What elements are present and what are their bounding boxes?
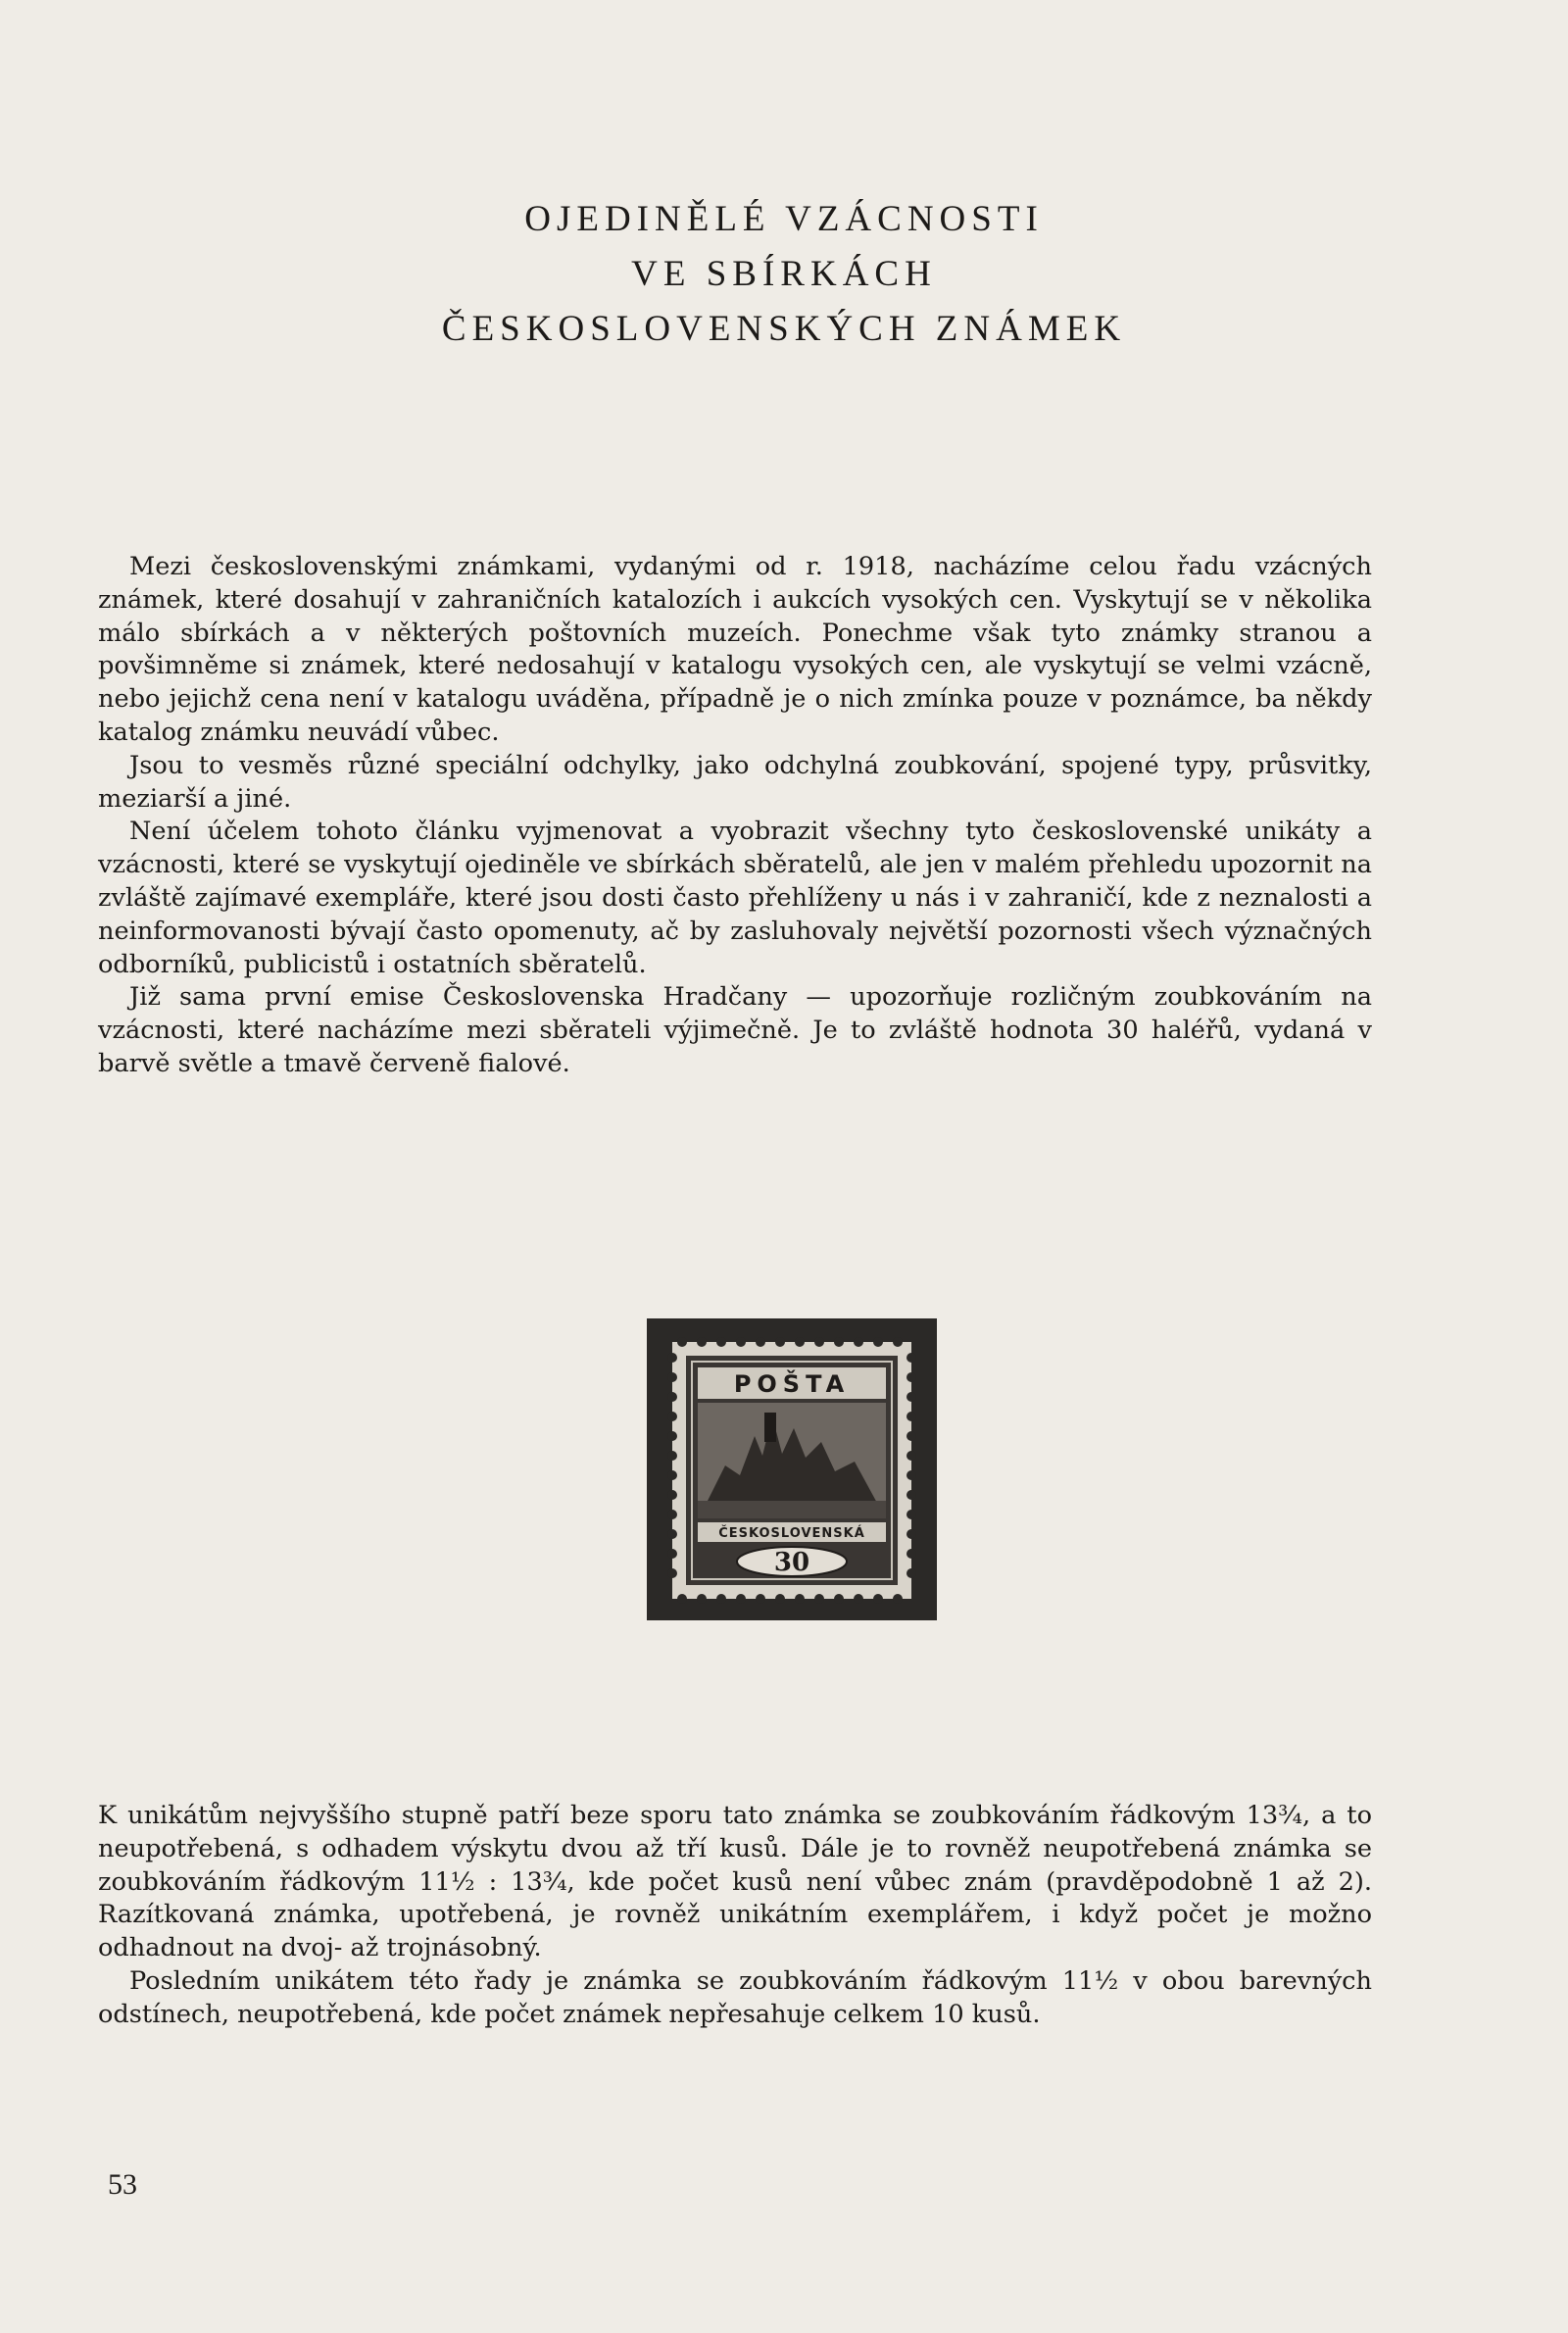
page-number: 53 [108,2168,137,2201]
paragraph: Mezi československými známkami, vydanými od r. 1918, nacházíme celou řadu vzácných známek, které dosahují v zahraničních katalozích i aukcích vysokých cen. Vyskytují se v několika málo sbírkách a v některých poštovních muzeích. Ponechme však tyto známky stranou a povšimněme si známek, které nedosahují v katalogu vysokých cen, ale vyskytují se velmi vzácně, nebo jejichž cena není v katalogu uváděna, případně je o nich zmínka pouze v poznámce, ba někdy katalog známku neuvádí vůbec. [98,552,1372,747]
article-body-bottom [98,1800,1372,2032]
article-body-top [98,551,1372,1081]
paragraph: Již sama první emise Československa Hradčany — upozorňuje rozličným zoubkováním na vzácnosti, které nacházíme mezi sběrateli výjimečně. Je to zvláště hodnota 30 haléřů, vydaná v barvě světle a tmavě červeně fialové. [98,982,1372,1078]
stamp-illustration [647,1318,937,1620]
stamp-image [647,1318,937,1620]
title-line-3: ČESKOSLOVENSKÝCH ZNÁMEK [441,309,1127,349]
stamp-value: 30 [773,1548,810,1577]
stamp-top-text: POŠTA [733,1370,851,1398]
title-line-1: OJEDINĚLÉ VZÁCNOSTI [524,199,1044,239]
paragraph: Posledním unikátem této řady je známka se zoubkováním řádkovým 11½ v obou barevných odstínech, neupotřebená, kde počet známek nepřesahuje celkem 10 kusů. [98,1965,1372,2029]
paragraph: Jsou to vesměs různé speciální odchylky, jako odchylná zoubkování, spojené typy, průsvitky, meziarší a jiné. [98,750,1372,814]
paragraph: Není účelem tohoto článku vyjmenovat a vyobrazit všechny tyto československé unikáty a vzácnosti, které se vyskytují ojediněle ve sbírkách sběratelů, ale jen v malém přehledu upozornit na zvláště zajímavé exempláře, které jsou dosti často přehlíženy u nás i v zahraničí, kde z neznalosti a neinformovanosti bývají často opomenuty, ač by zasluhovaly největší pozornosti všech význačných odborníků, publicistů i ostatních sběratelů. [98,817,1372,979]
stamp-bottom-text: ČESKOSLOVENSKÁ [718,1526,865,1541]
article-title [0,192,1568,357]
paragraph: K unikátům nejvyššího stupně patří beze sporu tato známka se zoubkováním řádkovým 13¾, a to neupotřebená, s odhadem výskytu dvou až tří kusů. Dále je to rovněž neupotřebená známka se zoubkováním řádkovým 11½ : 13¾, kde počet kusů není vůbec znám (pravděpodobně 1 až 2). Razítkovaná známka, upotřebená, je rovněž unikátním exemplářem, i když počet je možno odhadnout na dvoj- až trojnásobný. [98,1801,1372,1963]
title-line-2: VE SBÍRKÁCH [631,254,937,294]
